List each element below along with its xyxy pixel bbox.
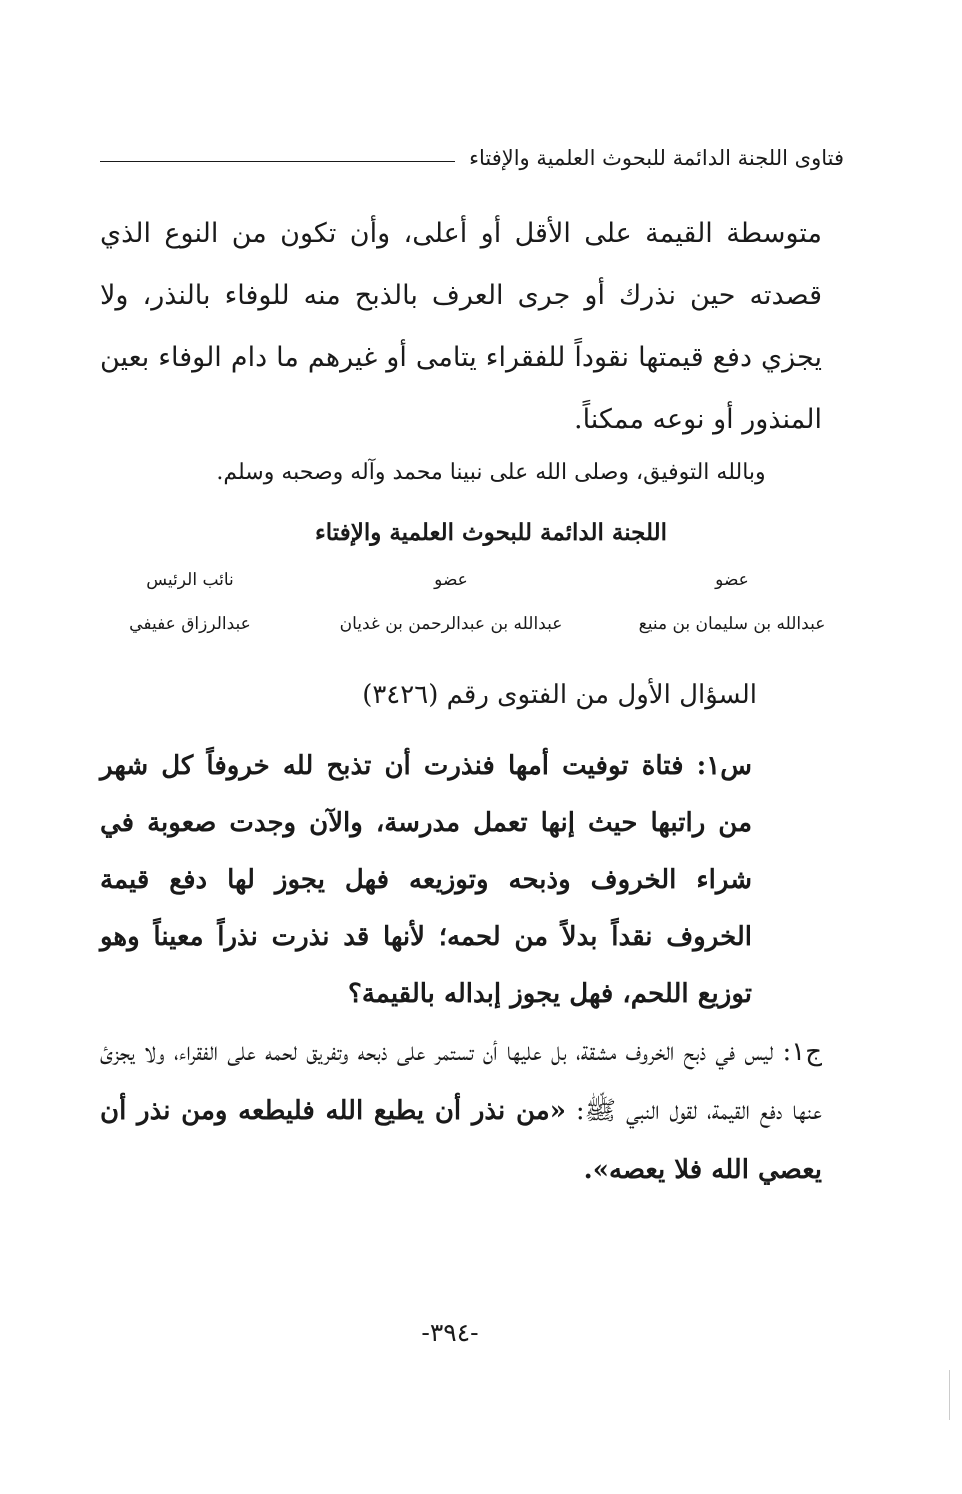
fatwa-heading: السؤال الأول من الفتوى رقم (٣٤٢٦) [362,680,757,710]
header-rule [100,161,455,162]
signature-name-3: عبدالرزاق عفيفي [129,614,251,634]
signature-title-member-2: عضو [434,570,468,590]
hadith-quote: «من نذر أن يطيع الله فليطعه ومن نذر أن يعصي الله فلا يعصه». [100,1096,822,1185]
signature-names [110,614,832,634]
scan-edge-mark [949,1370,950,1420]
answer-text [100,1023,822,1200]
signature-titles [110,570,832,590]
committee-name: اللجنة الدائمة للبحوث العلمية والإفتاء [314,519,668,546]
header-title: فتاوى اللجنة الدائمة للبحوث العلمية والإفتاء [469,146,844,170]
signature-name-1: عبدالله بن سليمان بن منيع [638,614,826,634]
signature-title-deputy: نائب الرئيس [146,570,234,590]
running-header [100,138,844,178]
paragraph-1: متوسطة القيمة على الأقل أو أعلى، وأن تكون من النوع الذي قصدته حين نذرك أو جرى العرف بالذبح منه للوفاء بالنذر، ولا يجزي دفع قيمتها نقوداً للفقراء يتامى أو غيرهم ما دام الوفاء بعين المنذور أو نوعه ممكناً. [100,218,822,435]
answer-body: ج١: ليس في ذبح الخروف مشقة، بل عليها أن تستمر على ذبحه وتفريق لحمه على الفقراء، ولا يجزئ عنها دفع القيمة، لقول النبي ﷺ: [100,1037,822,1126]
question-text: س١: فتاة توفيت أمها فنذرت أن تذبح لله خروفاً كل شهر من راتبها حيث إنها تعمل مدرسة، والآن وجدت صعوبة في شراء الخروف وذبحه وتوزيعه فهل يجوز لها دفع قيمة الخروف نقداً بدلاً من لحمه؛ لأنها قد نذرت نذراً معيناً وهو توزيع اللحم، فهل يجوز إبداله بالقيمة؟ [100,751,752,1009]
closing-line: وبالله التوفيق، وصلى الله على نبينا محمد وآله وصحبه وسلم. [216,460,766,485]
page-number: -٣٩٤- [421,1318,479,1347]
signature-name-2: عبدالله بن عبدالرحمن بن غديان [339,614,563,634]
signature-title-member-1: عضو [715,570,749,590]
